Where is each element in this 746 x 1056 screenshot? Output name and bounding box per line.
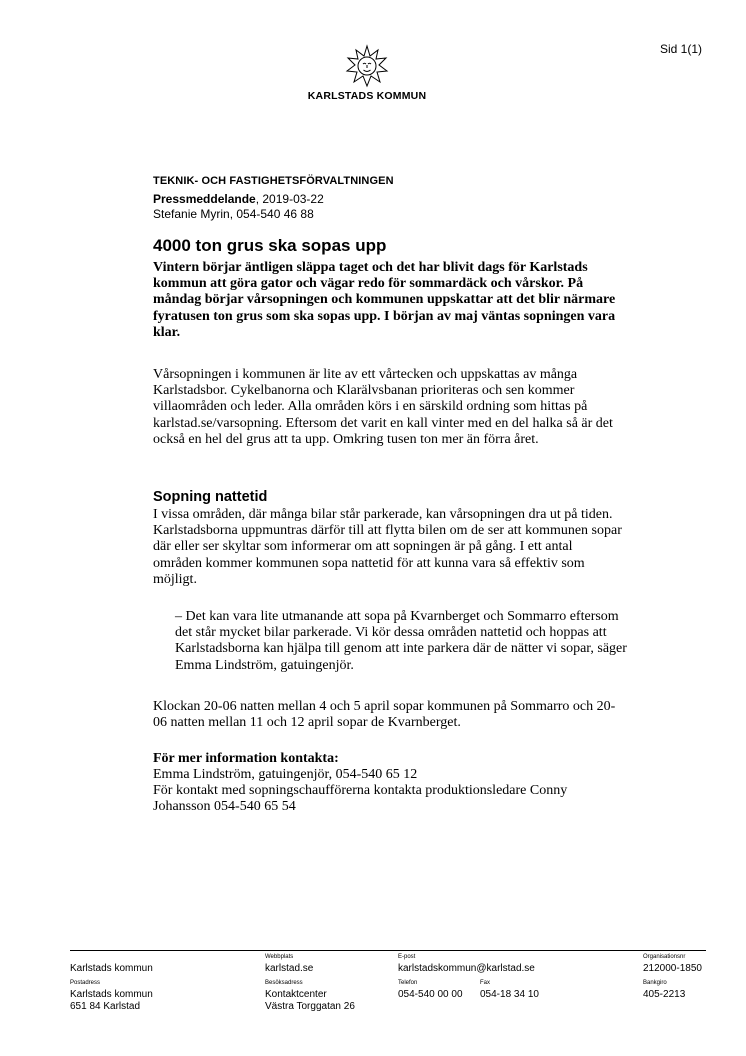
- footer-web-label: Webbplats: [265, 954, 294, 960]
- department: TEKNIK- OCH FASTIGHETSFÖRVALTNINGEN: [153, 175, 394, 187]
- headline: 4000 ton grus ska sopas upp: [153, 236, 387, 255]
- press-contact: Stefanie Myrin, 054-540 46 88: [153, 207, 314, 221]
- footer-visit-label: Besöksadress: [265, 980, 303, 986]
- footer-org-label: Organisationsnr: [643, 954, 686, 960]
- press-line: [153, 192, 324, 206]
- footer-visit-line1: Kontaktcenter: [265, 989, 327, 1000]
- footer-fax-label: Fax: [480, 980, 491, 986]
- footer-phone-label: Telefon: [398, 980, 418, 986]
- page-number: Sid 1(1): [660, 42, 703, 56]
- paragraph-3: Klockan 20-06 natten mellan 4 och 5 april sopar kommunen på Sommarro och 20-06 natten mellan 11 och 12 april sopar de Kvarnberget.: [153, 699, 616, 731]
- paragraph-1: Vårsopningen i kommunen är lite av ett vårtecken och uppskattas av många Karlstadsbor. Cykelbanorna och Klarälvsbanan prioriteras och sen kommer villaområden och leder. Alla områden körs i en särskild ordning som hittas på karlstad.se/varsopning. Eftersom det varit en kall vinter med en del halka så är det också en hel del grus att ta upp. Omkring tusen ton mer än förra året.: [153, 367, 613, 447]
- footer-bank-label: Bankgiro: [643, 980, 667, 986]
- logo-name: KARLSTADS KOMMUN: [307, 90, 427, 102]
- footer-post-line1: Karlstads kommun: [70, 989, 153, 1000]
- date: , 2019-03-22: [255, 192, 324, 206]
- footer-email[interactable]: karlstadskommun@karlstad.se: [398, 963, 535, 974]
- footer-visit-line2: Västra Torggatan 26: [265, 1001, 355, 1012]
- footer-fax: 054-18 34 10: [480, 989, 539, 1000]
- info-heading: För mer information kontakta:: [153, 751, 339, 766]
- info-line-1: Emma Lindström, gatuingenjör, 054-540 65 12: [153, 767, 418, 782]
- sun-logo-icon: [345, 44, 389, 88]
- footer-post-label: Postadress: [70, 980, 101, 986]
- footer-post-line2: 651 84 Karlstad: [70, 1001, 141, 1012]
- quote: – Det kan vara lite utmanande att sopa på Kvarnberget och Sommarro eftersom det står mycket bilar parkerade. Vi kör dessa områden nattetid och hoppas att Karlstadsborna kan hjälpa till genom att inte parkera där de nätter vi sopar, säger Emma Lindström, gatuingenjör.: [175, 609, 627, 673]
- footer-org: 212000-1850: [643, 963, 702, 974]
- doc-type: Pressmeddelande: [153, 192, 256, 206]
- lead-paragraph: Vintern börjar äntligen släppa taget och det har blivit dags för Karlstads kommun att göra gator och vägar redo för sommardäck och vårskor. På måndag börjar vårsopningen och kommunen uppskattar att det blir närmare fyratusen ton grus som ska sopas upp. I början av maj väntas sopningen vara klar.: [153, 260, 616, 340]
- footer-bank: 405-2213: [643, 989, 686, 1000]
- paragraph-2: I vissa områden, där många bilar står parkerade, kan vårsopningen dra ut på tiden. Karlstadsborna uppmuntras därför till att flytta bilen om de ser att kommunen sopar där eller ser skyltar som informerar om att sopningen är på gång. I ett antal områden kommer kommunen sopa nattetid för att kunna vara så effektiv som möjligt.: [153, 507, 622, 587]
- footer-phone: 054-540 00 00: [398, 989, 463, 1000]
- footer-web[interactable]: karlstad.se: [265, 963, 314, 974]
- logo: [300, 44, 434, 102]
- info-line-2: För kontakt med sopningschaufförerna kontakta produktionsledare Conny Johansson 054-540 65 54: [153, 783, 568, 815]
- footer-email-label: E-post: [398, 954, 416, 960]
- subheading: Sopning nattetid: [153, 489, 268, 505]
- footer-name: Karlstads kommun: [70, 963, 153, 974]
- footer-divider: [70, 950, 706, 951]
